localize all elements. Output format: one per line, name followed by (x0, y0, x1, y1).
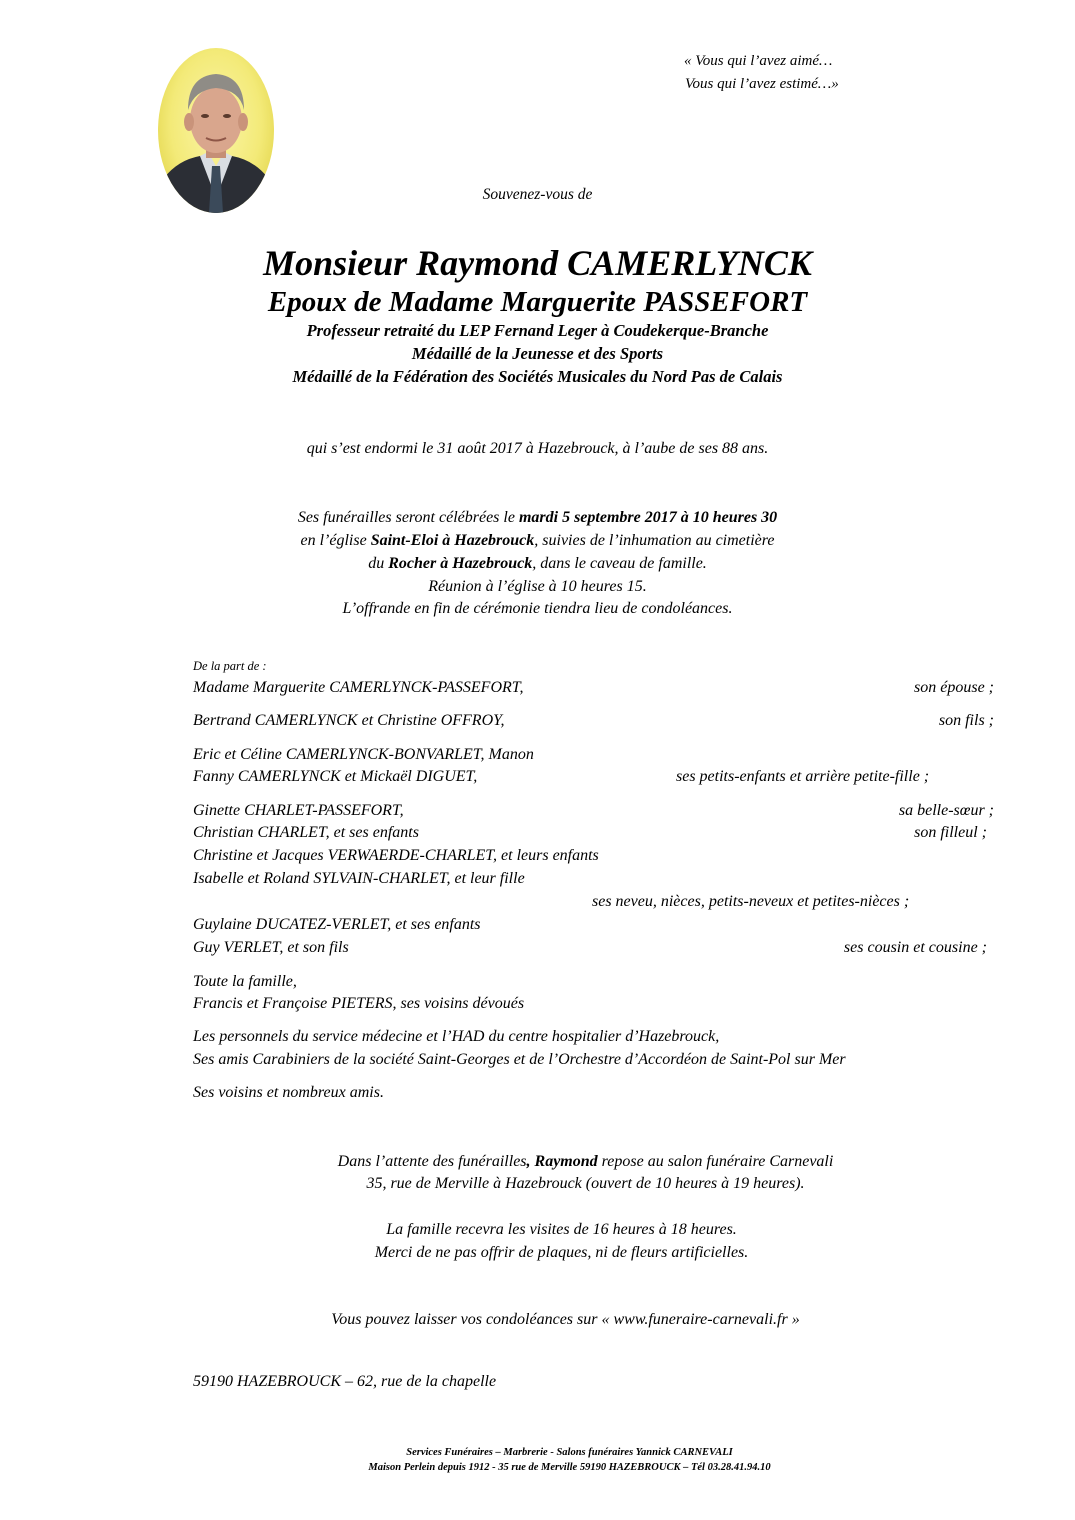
funeral-line (0, 532, 1075, 550)
church-name: Saint-Eloi à Hazebrouck (370, 532, 535, 549)
family-name: Guy VERLET, et son fils (193, 939, 349, 956)
family-name: Eric et Céline CAMERLYNCK-BONVARLET, Manon (193, 746, 534, 763)
funeral-line (0, 509, 1075, 527)
family-name: Bertrand CAMERLYNCK et Christine OFFROY, (193, 712, 505, 729)
funeral-line (0, 555, 1075, 573)
epigraph-quote (684, 50, 839, 96)
title-line: Professeur retraité du LEP Fernand Leger à Coudekerque-Branche (306, 321, 769, 340)
viewing-line: 35, rue de Merville à Hazebrouck (ouvert de 10 heures à 19 heures). (366, 1175, 805, 1192)
family-name: Christine et Jacques VERWAERDE-CHARLET, et leurs enfants (193, 847, 599, 864)
family-label: De la part de : (193, 659, 267, 673)
family-name: Madame Marguerite CAMERLYNCK-PASSEFORT, (193, 679, 524, 696)
family-name: Les personnels du service médecine et l’HAD du centre hospitalier d’Hazebrouck, (193, 1028, 720, 1045)
title-line: Médaillé de la Fédération des Sociétés Musicales du Nord Pas de Calais (292, 367, 783, 386)
family-name: Fanny CAMERLYNCK et Mickaël DIGUET, (193, 768, 478, 785)
funeral-text: en l’église (300, 532, 371, 549)
funeral-line: L’offrande en fin de cérémonie tiendra lieu de condoléances. (342, 600, 733, 617)
cemetery-name: Rocher à Hazebrouck (388, 555, 533, 572)
quote-line: « Vous qui l’avez aimé… (684, 53, 833, 69)
viewing-text: Dans l’attente des funérailles (337, 1153, 527, 1170)
condolences-line: Vous pouvez laisser vos condoléances sur « www.funeraire-carnevali.fr » (331, 1311, 800, 1328)
family-relation: son épouse ; (914, 679, 994, 696)
family-name: Guylaine DUCATEZ-VERLET, et ses enfants (193, 916, 481, 933)
family-relation: ses petits-enfants et arrière petite-fille ; (676, 768, 930, 785)
funeral-text: du (368, 555, 389, 572)
funeral-line: Réunion à l’église à 10 heures 15. (428, 578, 647, 595)
viewing-text: repose au salon funéraire Carnevali (597, 1153, 834, 1170)
visit-hours: La famille recevra les visites de 16 heures à 18 heures. (386, 1221, 737, 1238)
quote-line: Vous qui l’avez estimé…» (685, 76, 839, 92)
death-notice: qui s’est endormi le 31 août 2017 à Hazebrouck, à l’aube de ses 88 ans. (306, 440, 769, 457)
family-relation: ses neveu, nièces, petits-neveux et petites-nièces ; (592, 893, 910, 910)
funeral-text: Ses funérailles seront célébrées le (297, 509, 519, 526)
family-relation: sa belle-sœur ; (898, 802, 994, 819)
funeral-date: mardi 5 septembre 2017 à 10 heures 30 (518, 509, 778, 526)
address-line: 59190 HAZEBROUCK – 62, rue de la chapelle (193, 1373, 497, 1390)
footer-line: Services Funéraires – Marbrerie - Salons funéraires Yannick CARNEVALI (406, 1447, 733, 1458)
deceased-name: Monsieur Raymond CAMERLYNCK (263, 243, 812, 283)
funeral-text: , dans le caveau de famille. (532, 555, 707, 572)
family-relation: son filleul ; (914, 824, 987, 841)
family-relation: son fils ; (938, 712, 994, 729)
family-name: Ses amis Carabiniers de la société Saint-Georges et de l’Orchestre d’Accordéon de Saint-Pol sur Mer (193, 1051, 846, 1068)
family-name: Isabelle et Roland SYLVAIN-CHARLET, et leur fille (193, 870, 525, 887)
family-name: Christian CHARLET, et ses enfants (193, 824, 419, 841)
spouse-line: Epoux de Madame Marguerite PASSEFORT (267, 286, 808, 318)
footer-line: Maison Perlein depuis 1912 - 35 rue de Merville 59190 HAZEBROUCK – Tél 03.28.41.94.10 (368, 1462, 771, 1473)
family-name: Toute la famille, (193, 973, 297, 990)
title-line: Médaillé de la Jeunesse et des Sports (411, 344, 664, 363)
viewing-name: , Raymond (526, 1153, 598, 1170)
remember-line: Souvenez-vous de (482, 186, 593, 203)
family-name: Ginette CHARLET-PASSEFORT, (193, 802, 404, 819)
funeral-text: , suivies de l’inhumation au cimetière (534, 532, 775, 549)
family-relation: ses cousin et cousine ; (843, 939, 987, 956)
family-name: Francis et Françoise PIETERS, ses voisins dévoués (193, 995, 525, 1012)
viewing-line (48, 1153, 1075, 1171)
flowers-note: Merci de ne pas offrir de plaques, ni de fleurs artificielles. (374, 1244, 749, 1261)
family-name: Ses voisins et nombreux amis. (193, 1084, 384, 1101)
